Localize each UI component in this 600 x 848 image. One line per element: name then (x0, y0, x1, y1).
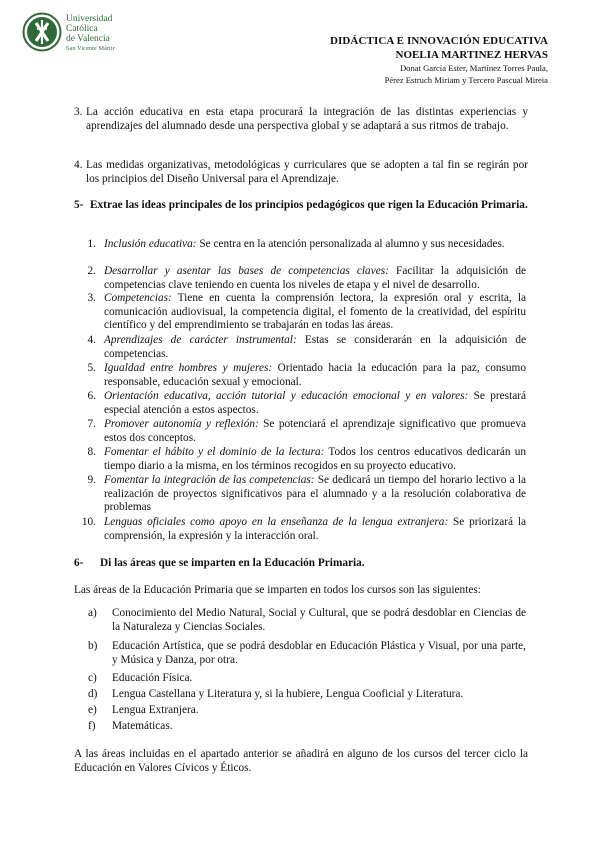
section-6-intro: Las áreas de la Educación Primaria que se imparten en todos los cursos son las siguientes: (74, 584, 481, 596)
authors-line-1: Donat García Ester, Martínez Torres Paula, (399, 63, 548, 73)
document-page: Universidad Católica de Valencia San Vicente Mártir DIDÁCTICA E INNOVACIÓN EDUCATIVA NOELIA MARTINEZ HERVAS Donat García Ester, Martínez Torres Paula, Pérez Estruch Miriam y Tercero Pascual Mireia 3. La acción educativa en esta etapa procurará la integración de las distintas experiencias y aprendizajes del alumnado desde una perspectiva global y se adaptará a sus ritmos de trabajo. 4. Las medidas organizativas, metodológicas y curriculares que se adopten a tal fin se regirán por los principios del Diseño Universal para el Aprendizaje. 5- Extrae las ideas principales de los principios pedagógicos que rigen la Educación Primaria. 1. Inclusión educativa: Se centra en la atención personalizada al alumno y sus necesidades. 2. Desarrollar y asentar las bases de competencias claves: Facilitar la adquisición de competencias clave teniendo en cuenta los niveles de etapa y el nivel de desarrollo. 3. Competencias: Tiene en cuenta la comprensión lectora, la expresión oral y escrita, la comunicación audiovisual, la competencia digital, el fomento de la creatividad, del espíritu científico y del emprendimiento se trabajarán en todas las áreas. 4. Aprendizajes de carácter instrumental: Estas se considerarán en la adquisición de competencias. 5. Igualdad entre hombres y mujeres: Orientado hacia la educación para la paz, consumo responsable, educación sexual y emocional. 6. Orientación educativa, acción tutorial y educación emocional y en valores: Se prestará especial atención a estos aspectos. 7. Promover autonomía y reflexión: Se potenciará el aprendizaje significativo que promueva estos dos conceptos. 8. Fomentar el hábito y el dominio de la lectura: Todos los centros educativos dedicarán un tiempo diario a la misma, en los términos recogidos en su proyecto educativo. 9. Fomentar la integración de las competencias: Se dedicará un tiempo del horario lectivo a la realización de proyectos significativos para el alumnado y a la resolución colaborativa de problemas 10. Lenguas oficiales como apoyo en la enseñanza de la lengua extranjera: Se priorizará la comprensión, la expresión y la interacción oral. 6- Di las áreas que se imparten en la Educación Primaria. Las áreas de la Educación Primaria que se imparten en todos los cursos son las siguientes: a) Conocimiento del Medio Natural, Social y Cultural, que se podrá desdoblar en Ciencias de la Naturaleza y Ciencias Sociales. b) Educación Artística, que se podrá desdoblar en Educación Plástica y Visual, por una parte, y Música y Danza, por otra. c) Educación Física. d) Lengua Castellana y Literatura y, si la hubiere, Lengua Cooficial y Literatura. e) Lengua Extranjera. f) Matemáticas. A las áreas incluidas en el apartado anterior se añadirá en alguno de los cursos del tercer ciclo la Educación en Valores Cívicos y Éticos. (0, 0, 600, 848)
university-name: Universidad Católica de Valencia San Vicente Mártir (66, 14, 116, 52)
course-title: DIDÁCTICA E INNOVACIÓN EDUCATIVA (329, 35, 548, 47)
teacher-name: NOELIA MARTINEZ HERVAS (395, 49, 548, 61)
university-logo-icon (22, 12, 62, 52)
authors-line-2: Pérez Estruch Miriam y Tercero Pascual Mireia (384, 75, 548, 85)
document-header (330, 34, 548, 86)
section-6-closing: A las áreas incluidas en el apartado anterior se añadirá en alguno de los cursos del tercer ciclo la Educación en Valores Cívicos y Éticos. (74, 748, 528, 774)
